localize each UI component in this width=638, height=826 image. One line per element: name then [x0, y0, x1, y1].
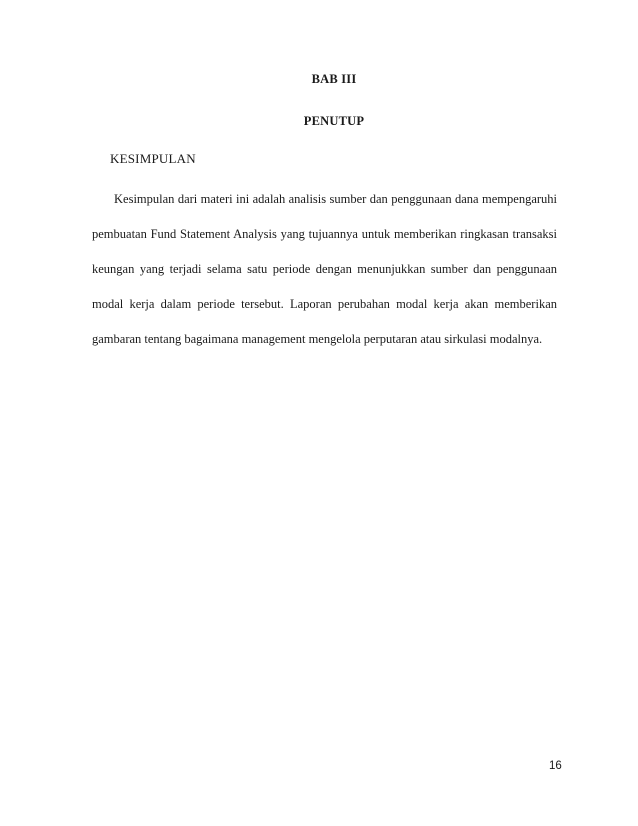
section-heading: KESIMPULAN [110, 151, 196, 166]
chapter-number: BAB III [311, 72, 357, 86]
chapter-title: PENUTUP [303, 114, 365, 128]
page-number: 16 [549, 760, 562, 772]
conclusion-paragraph: Kesimpulan dari materi ini adalah analisis sumber dan penggunaan dana mempengaruhi pembuatan Fund Statement Analysis yang tujuannya untuk memberikan ringkasan transaksi keungan yang terjadi selama satu periode dengan menunjukkan sumber dan penggunaan modal kerja dalam periode tersebut. Laporan perubahan modal kerja akan memberikan gambaran tentang bagaimana management mengelola perputaran atau sirkulasi modalnya. [92, 192, 557, 346]
